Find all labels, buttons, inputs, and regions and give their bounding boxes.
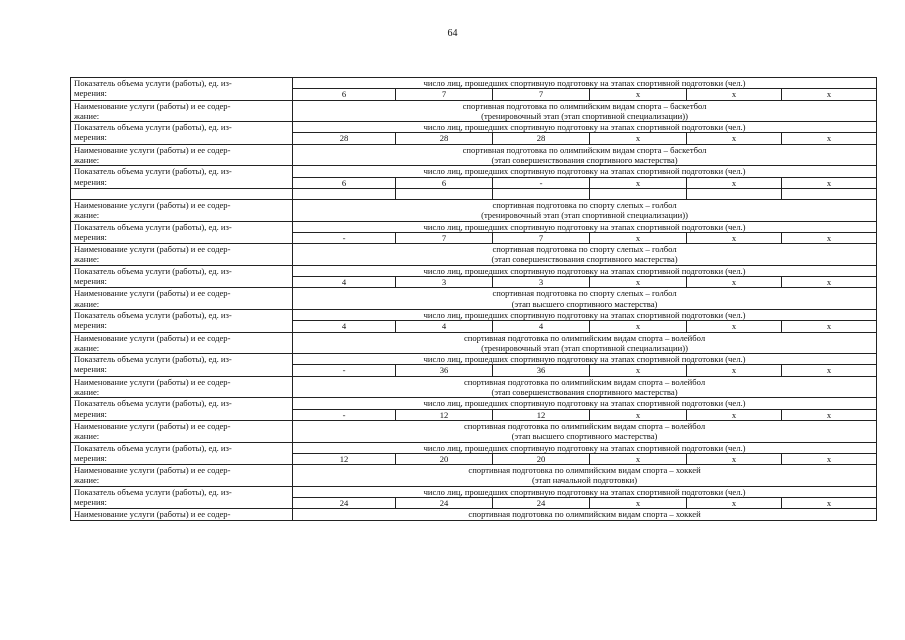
service-label-line: Наименование услуги (работы) и ее содер- [74,288,231,299]
blank-cell [782,188,877,199]
volume-indicator-row [71,486,877,497]
volume-value-cell: x [782,232,877,243]
volume-label-line: мерения: [74,496,107,507]
service-label-line: жание: [74,110,100,121]
volume-label-line: Показатель объема услуги (работы), ед. из- [74,398,232,409]
volume-value-cell: 7 [396,232,493,243]
volume-value-cell: x [590,409,687,420]
volume-value-cell: x [590,365,687,376]
service-title: спортивная подготовка по спорту слепых – голбол [492,288,677,299]
service-label-line: жание: [74,254,100,265]
blank-row [71,188,877,199]
service-label-line: жание: [74,475,100,486]
volume-value-cell: x [782,277,877,288]
service-description [293,144,877,166]
volume-value-cell: x [687,232,782,243]
volume-label-line: Показатель объема услуги (работы), ед. из- [74,442,232,453]
volume-value-cell: x [782,453,877,464]
volume-value-cell: - [493,177,590,188]
volume-value-cell: 7 [396,89,493,100]
service-description [293,376,877,398]
volume-label-line: мерения: [74,231,107,242]
volume-value-cell: x [782,321,877,332]
volume-indicator-row [71,78,877,89]
volume-label-line: мерения: [74,132,107,143]
service-row [71,376,877,398]
service-label-line: жание: [74,431,100,442]
service-label-line: жание: [74,387,100,398]
volume-indicator: число лиц, прошедших спортивную подготовку на этапах спортивной подготовки (чел.) [293,442,877,453]
service-stage: (этап совершенствования спортивного мастерства) [491,254,678,265]
service-label [71,100,293,122]
volume-label [71,122,293,145]
service-label-line: Наименование услуги (работы) и ее содер- [74,100,231,111]
volume-label-line: мерения: [74,176,107,187]
volume-label [71,166,293,189]
volume-label [71,486,293,509]
volume-label-line: Показатель объема услуги (работы), ед. из- [74,354,232,365]
volume-label [71,398,293,421]
volume-value-cell: x [687,133,782,144]
volume-value-cell: x [687,453,782,464]
volume-value-cell: 24 [293,497,396,508]
volume-value-cell: x [590,133,687,144]
volume-indicator-row [71,265,877,276]
volume-label-line: мерения: [74,88,107,99]
service-title: спортивная подготовка по олимпийским видам спорта – хоккей [468,465,701,476]
volume-label-line: Показатель объема услуги (работы), ед. из- [74,78,232,88]
service-label-line: жание: [74,155,100,166]
volume-indicator-row [71,442,877,453]
volume-value-cell: 3 [396,277,493,288]
volume-value-cell: 4 [293,321,396,332]
volume-label [71,265,293,288]
service-row [71,332,877,354]
volume-label-line: Показатель объема услуги (работы), ед. из- [74,122,232,133]
service-label [71,509,293,520]
volume-value-cell: 3 [493,277,590,288]
service-row [71,100,877,122]
service-title: спортивная подготовка по олимпийским видам спорта – хоккей [468,509,701,520]
service-title: спортивная подготовка по спорту слепых – голбол [492,244,677,255]
service-label [71,288,293,310]
blank-cell [493,188,590,199]
volume-value-cell: x [687,409,782,420]
volume-indicator: число лиц, прошедших спортивную подготовку на этапах спортивной подготовки (чел.) [293,221,877,232]
volume-value-cell: x [687,277,782,288]
volume-value-cell: x [590,453,687,464]
service-title: спортивная подготовка по олимпийским видам спорта – волейбол [463,332,706,343]
volume-value-cell: 7 [493,232,590,243]
volume-value-cell: 36 [396,365,493,376]
volume-label [71,354,293,377]
volume-value-cell: 28 [293,133,396,144]
service-label-line: Наименование услуги (работы) и ее содер- [74,199,231,210]
volume-label-line: Показатель объема услуги (работы), ед. из- [74,309,232,320]
service-stage: (этап высшего спортивного мастерства) [511,298,658,309]
volume-value-cell: x [687,365,782,376]
service-row [71,288,877,310]
service-description [293,244,877,266]
service-label-line: жание: [74,210,100,221]
volume-indicator-row [71,309,877,320]
volume-value-cell: x [590,277,687,288]
service-stage: (тренировочный этап (этап спортивной специализации)) [481,110,688,121]
service-label [71,420,293,442]
volume-value-cell: x [687,89,782,100]
volume-label [71,221,293,244]
service-row [71,465,877,487]
service-label [71,199,293,221]
blank-cell [71,188,293,199]
volume-indicator-row [71,122,877,133]
service-row [71,420,877,442]
volume-indicator: число лиц, прошедших спортивную подготовку на этапах спортивной подготовки (чел.) [293,309,877,320]
service-description [293,465,877,487]
blank-cell [396,188,493,199]
volume-label [71,78,293,101]
service-label-line: жание: [74,298,100,309]
volume-label [71,309,293,332]
service-row [71,244,877,266]
volume-value-cell: x [782,177,877,188]
volume-value-cell: - [293,365,396,376]
volume-label-line: мерения: [74,276,107,287]
service-label-line: Наименование услуги (работы) и ее содер- [74,509,231,520]
service-label [71,332,293,354]
service-row [71,509,877,520]
volume-value-cell: 7 [493,89,590,100]
service-label-line: Наименование услуги (работы) и ее содер- [74,376,231,387]
volume-label-line: Показатель объема услуги (работы), ед. из- [74,166,232,177]
service-label-line: Наименование услуги (работы) и ее содер- [74,465,231,476]
volume-label-line: мерения: [74,452,107,463]
volume-value-cell: x [782,365,877,376]
volume-indicator: число лиц, прошедших спортивную подготовку на этапах спортивной подготовки (чел.) [293,486,877,497]
service-label [71,244,293,266]
volume-indicator: число лиц, прошедших спортивную подготовку на этапах спортивной подготовки (чел.) [293,398,877,409]
services-table [70,77,877,521]
volume-value-cell: x [687,177,782,188]
service-label-line: Наименование услуги (работы) и ее содер- [74,144,231,155]
volume-value-cell: x [782,497,877,508]
service-stage: (тренировочный этап (этап спортивной специализации)) [481,342,688,353]
volume-value-cell: 20 [493,453,590,464]
volume-indicator: число лиц, прошедших спортивную подготовку на этапах спортивной подготовки (чел.) [293,166,877,177]
service-label [71,376,293,398]
service-title: спортивная подготовка по олимпийским видам спорта – волейбол [463,376,706,387]
volume-label-line: Показатель объема услуги (работы), ед. из- [74,265,232,276]
service-label-line: Наименование услуги (работы) и ее содер- [74,420,231,431]
volume-value-cell: x [590,232,687,243]
volume-label-line: мерения: [74,408,107,419]
volume-value-cell: 4 [493,321,590,332]
service-description [293,100,877,122]
volume-value-cell: - [293,409,396,420]
service-label [71,144,293,166]
service-description [293,288,877,310]
service-label-line: Наименование услуги (работы) и ее содер- [74,244,231,255]
service-title: спортивная подготовка по олимпийским видам спорта – баскетбол [462,100,707,111]
volume-indicator: число лиц, прошедших спортивную подготовку на этапах спортивной подготовки (чел.) [293,354,877,365]
volume-label-line: мерения: [74,364,107,375]
service-stage: (тренировочный этап (этап спортивной специализации)) [481,210,688,221]
volume-indicator-row [71,221,877,232]
blank-cell [590,188,687,199]
service-description [293,420,877,442]
volume-indicator: число лиц, прошедших спортивную подготовку на этапах спортивной подготовки (чел.) [293,78,877,89]
volume-value-cell: 6 [293,89,396,100]
service-stage: (этап совершенствования спортивного мастерства) [491,387,678,398]
service-label-line: Наименование услуги (работы) и ее содер- [74,332,231,343]
volume-value-cell: - [293,232,396,243]
service-description [293,509,877,520]
volume-value-cell: 4 [293,277,396,288]
volume-indicator: число лиц, прошедших спортивную подготовку на этапах спортивной подготовки (чел.) [293,122,877,133]
volume-indicator-row [71,166,877,177]
volume-value-cell: 12 [396,409,493,420]
service-row [71,144,877,166]
service-stage: (этап высшего спортивного мастерства) [511,431,658,442]
service-title: спортивная подготовка по олимпийским видам спорта – баскетбол [462,144,707,155]
volume-value-cell: x [590,497,687,508]
blank-cell [293,188,396,199]
volume-value-cell: x [590,177,687,188]
volume-value-cell: 6 [396,177,493,188]
volume-indicator: число лиц, прошедших спортивную подготовку на этапах спортивной подготовки (чел.) [293,265,877,276]
service-stage: (этап начальной подготовки) [531,475,638,486]
volume-value-cell: x [687,497,782,508]
service-description [293,199,877,221]
service-row [71,199,877,221]
volume-value-cell: 12 [493,409,590,420]
volume-value-cell: x [590,89,687,100]
volume-value-cell: 28 [396,133,493,144]
blank-cell [687,188,782,199]
service-stage: (этап совершенствования спортивного мастерства) [491,155,678,166]
volume-value-cell: 6 [293,177,396,188]
volume-value-cell: x [687,321,782,332]
service-title: спортивная подготовка по спорту слепых – голбол [492,199,677,210]
service-label-line: жание: [74,342,100,353]
volume-value-cell: x [590,321,687,332]
volume-value-cell: 24 [493,497,590,508]
volume-value-cell: 24 [396,497,493,508]
page-number: 64 [447,28,458,39]
service-label [71,465,293,487]
volume-value-cell: x [782,89,877,100]
service-title: спортивная подготовка по олимпийским видам спорта – волейбол [463,420,706,431]
volume-label-line: Показатель объема услуги (работы), ед. из- [74,221,232,232]
volume-label-line: мерения: [74,320,107,331]
volume-indicator-row [71,354,877,365]
volume-value-cell: x [782,409,877,420]
service-description [293,332,877,354]
volume-value-cell: 20 [396,453,493,464]
volume-label [71,442,293,465]
volume-value-cell: 4 [396,321,493,332]
volume-value-cell: x [782,133,877,144]
volume-value-cell: 36 [493,365,590,376]
volume-value-cell: 28 [493,133,590,144]
volume-label-line: Показатель объема услуги (работы), ед. из- [74,486,232,497]
volume-value-cell: 12 [293,453,396,464]
volume-indicator-row [71,398,877,409]
